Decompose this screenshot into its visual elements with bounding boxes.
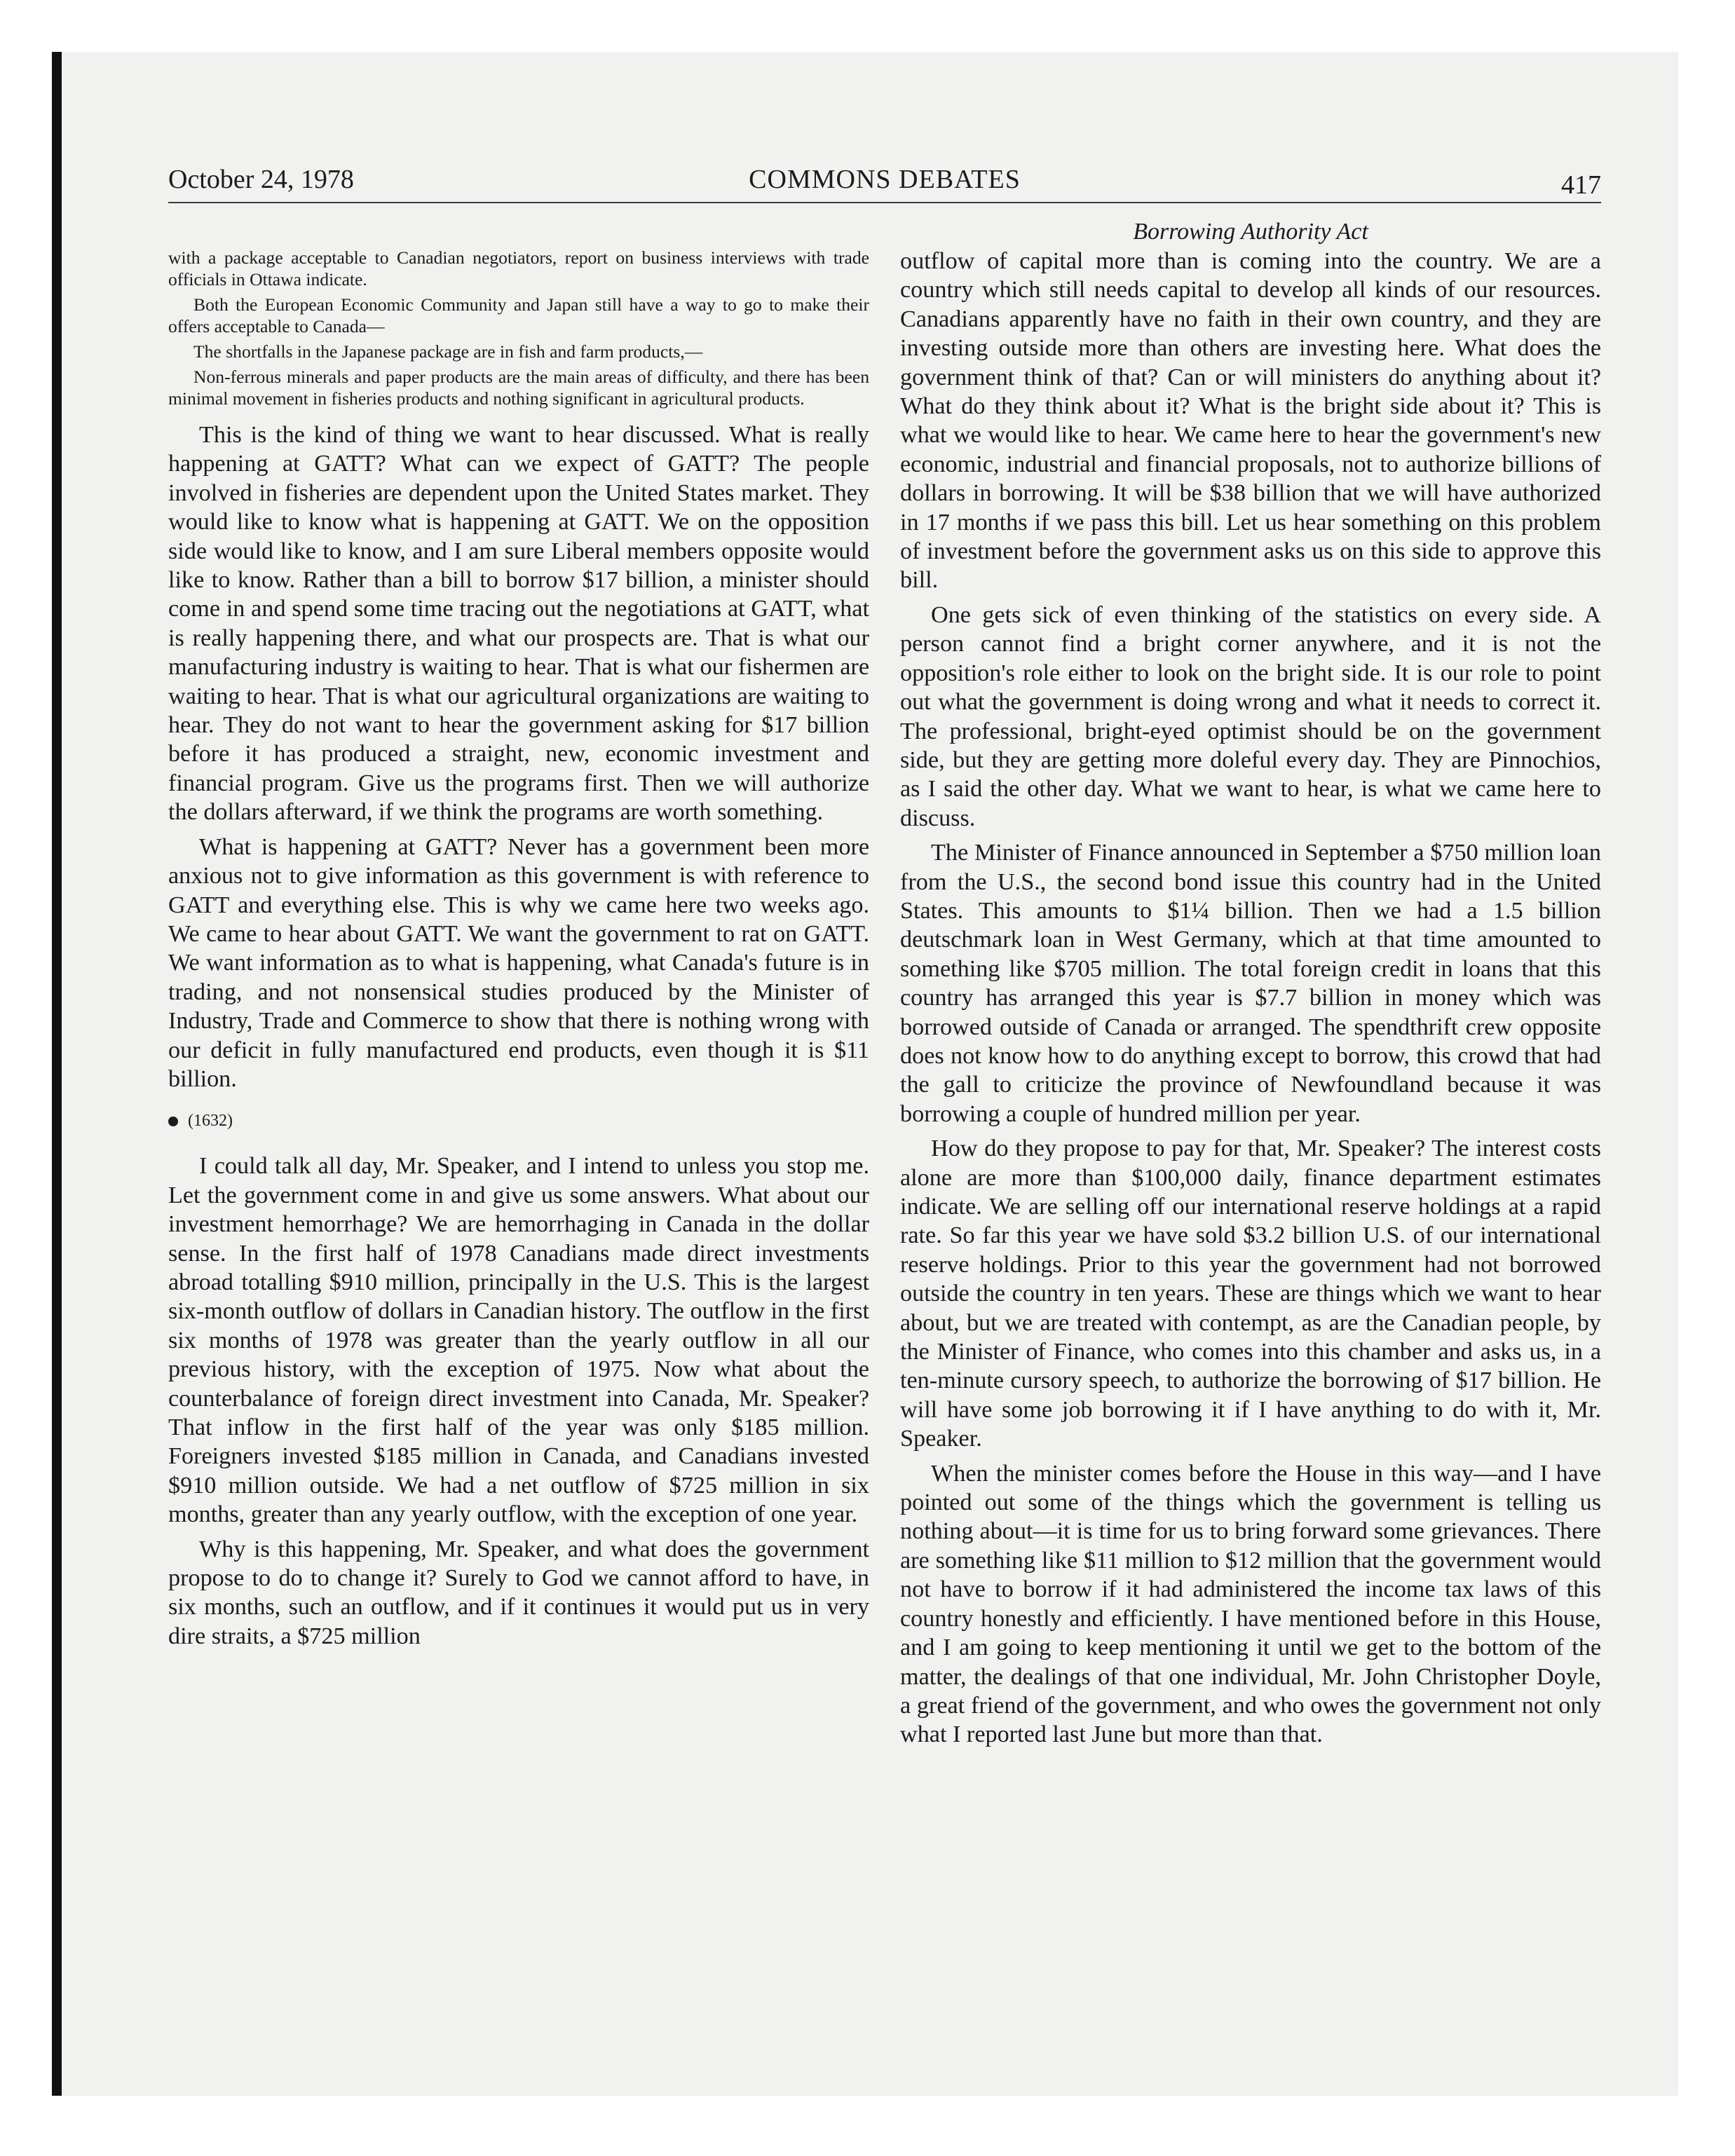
continuation-paragraph: outflow of capital more than is coming into the country. We are a country which still needs capital to develop all kinds of our resources. Canadians apparently have no faith in their own country, and they are investing outside more than others are investing here. What does the government think of that? Can or will ministers do anything about it? What do they think about it? What is the bright side about it? This is what we would like to hear. We came here to hear the government's new economic, industrial and financial proposals, not to authorize billions of dollars in borrowing. It will be $38 billion that we will have authorized in 17 months if we pass this bill. Let us hear something on this problem of investment before the government asks us on this side to approve this bill. [900, 248, 1601, 594]
time-marker [168, 1112, 869, 1131]
body-paragraph: The Minister of Finance announced in September a $750 million loan from the U.S., the second bond issue this country had in the United States. This amounts to $1¼ billion. Then we had a 1.5 billion deutschmark loan in West Germany, which at that time amounted to something like $705 million. The total foreign credit in loans that this country has arranged this year is $7.7 billion in money which was borrowed outside of Canada or arranged. The spendthrift crew opposite does not know how to do anything except to borrow, this crowd that had the gall to criticize the province of Newfoundland because it was borrowing a couple of hundred million per year. [900, 840, 1601, 1127]
speech-text-continued [900, 247, 1601, 1749]
body-paragraph: What is happening at GATT? Never has a government been more anxious not to give information as this government is with reference to GATT and everything else. This is why we came here two weeks ago. We came to hear about GATT. We want the government to rat on GATT. We want information as to what is happening, what Canada's future is in trading, and not nonsensical studies produced by the Minister of Industry, Trade and Commerce to show that there is nothing wrong with our deficit in fully manufactured end products, even though it is $11 billion. [168, 833, 869, 1092]
running-head: Borrowing Authority Act [1133, 219, 1368, 245]
quote-paragraph: Both the European Economic Community and Japan still have a way to go to make their offers acceptable to Canada— [168, 294, 869, 336]
quoted-excerpt [168, 247, 869, 409]
right-column [900, 247, 1601, 1755]
body-paragraph: One gets sick of even thinking of the statistics on every side. A person cannot find a bright corner anywhere, and it is not the opposition's role either to look on the bright side. It is our role to point out what the government is doing wrong and what it needs to correct it. The professional, bright-eyed optimist should be on the government side, but they are getting more doleful every day. They are Pinnochios, as I said the other day. What we want to hear, is what we came here to discuss. [900, 601, 1601, 831]
body-paragraph: This is the kind of thing we want to hear discussed. What is really happening at GATT? What can we expect of GATT? The people involved in fisheries are dependent upon the United States market. They would like to know what is happening at GATT. We on the opposition side would like to know, and I am sure Liberal members opposite would like to know. Rather than a bill to borrow $17 billion, a minister should come in and spend some time tracing out the negotiations at GATT, what is really happening there, and what our prospects are. That is what our manufacturing industry is waiting to hear. That is what our fishermen are waiting to hear. That is what our agricultural organizations are waiting to hear. They do not want to hear the government asking for $17 billion before it has produced a straight, new, economic investment and financial program. Give us the programs first. Then we will authorize the dollars afterward, if we think the programs are worth something. [168, 422, 869, 826]
bullet-icon [168, 1117, 178, 1126]
quote-paragraph: Non-ferrous minerals and paper products are the main areas of difficulty, and there has been minimal movement in fisheries products and nothing significant in agricultural products. [168, 367, 869, 409]
body-paragraph: How do they propose to pay for that, Mr. Speaker? The interest costs alone are more than $100,000 daily, finance department estimates indicate. We are selling off our international reserve holdings at a rapid rate. So far this year we have sold $3.2 billion U.S. of our international reserve holdings. Prior to this year the government had not borrowed outside the country in ten years. These are things which we want to hear about, but we are treated with contempt, as are the Canadian people, by the Minister of Finance, who comes into this chamber and asks us, in a ten-minute cursory speech, to authorize the borrowing of $17 billion. He will have some job borrowing it if I have anything to do with it, Mr. Speaker. [900, 1135, 1601, 1452]
page-header [168, 160, 1601, 203]
scan-edge-shadow [52, 52, 62, 2096]
body-paragraph: Why is this happening, Mr. Speaker, and what does the government propose to do to change it? Surely to God we cannot afford to have, in six months, such an outflow, and if it continues it would put us in very dire straits, a $725 million [168, 1536, 869, 1649]
header-date: October 24, 1978 [168, 165, 354, 194]
quote-paragraph: with a package acceptable to Canadian negotiators, report on business interviews with trade officials in Ottawa indicate. [168, 247, 869, 289]
body-paragraph: I could talk all day, Mr. Speaker, and I intend to unless you stop me. Let the government come in and give us some answers. What about our investment hemorrhage? We are hemorrhaging in Canada in the dollar sense. In the first half of 1978 Canadians made direct investments abroad totalling $910 million, principally in the U.S. This is the largest six-month outflow of dollars in Canadian history. The outflow in the first six months of 1978 was greater than the yearly outflow in all our previous history, with the exception of 1975. Now what about the counterbalance of foreign direct investment into Canada, Mr. Speaker? That inflow in the first half of the year was only $185 million. Foreigners invested $185 million in Canada, and Canadians invested $910 million outside. We had a net outflow of $725 million in six months, greater than any yearly outflow, with the exception of one year. [168, 1153, 869, 1528]
left-column [168, 247, 869, 1656]
page-number: 417 [1561, 170, 1601, 200]
time-marker-label: (1632) [188, 1112, 233, 1131]
speech-text [168, 421, 869, 1651]
body-paragraph: When the minister comes before the House in this way—and I have pointed out some of the things which the government is telling us nothing about—it is time for us to bring forward some grievances. There are something like $11 million to $12 million that the government would not have to borrow if it had administered the income tax laws of this country honestly and efficiently. I have mentioned before in this House, and I am going to keep mentioning it until we get to the bottom of the matter, the dealings of that one individual, Mr. John Christopher Doyle, a great friend of the government, and who owes the government not only what I reported last June but more than that. [900, 1460, 1601, 1748]
quote-paragraph: The shortfalls in the Japanese package are in fish and farm products,— [193, 341, 703, 362]
publication-title: COMMONS DEBATES [749, 165, 1021, 194]
